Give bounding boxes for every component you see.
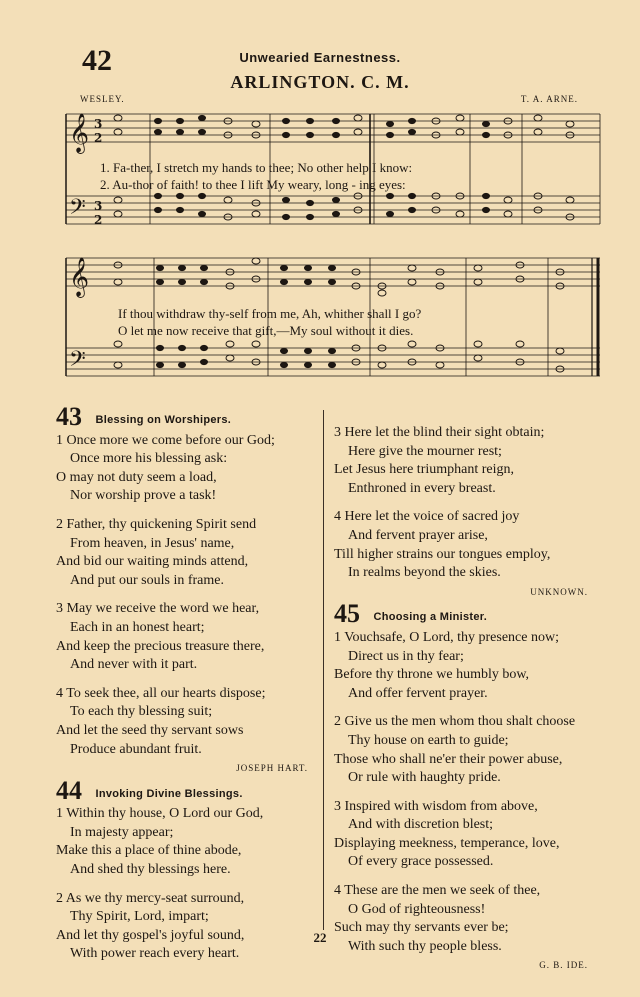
hymn-number: 45 [334,599,360,629]
hymn-number: 43 [56,402,82,431]
svg-text:2: 2 [94,131,103,145]
lyric-system1-verse1: 1. Fa-ther, I stretch my hands to thee; No other help I know: [100,160,413,175]
hymn-title: Choosing a Minister. [373,611,488,624]
verse-line: Here give the mourner rest; [348,443,502,459]
verse-line: 4 These are the men we seek of thee, [334,883,541,899]
notes-system1-treble [114,115,574,138]
hymn-number: 44 [56,775,82,805]
verse-line: And bid our waiting minds attend, [56,554,249,570]
verse-line: And let the seed thy servant sows [56,722,244,738]
verse-line: Direct us in thy fear; [348,648,464,664]
verse-line: To each thy blessing suit; [70,704,213,720]
verse-line: And with discretion blest; [348,817,494,833]
svg-text:3: 3 [94,199,103,213]
lyric-system2-verse1: If thou withdraw thy-self from me, Ah, whither shall I go? [118,306,422,321]
verse-line: And offer fervent prayer. [348,685,488,701]
svg-text:2: 2 [94,213,103,227]
stanza [334,508,604,582]
verse-line: And put our souls in frame. [70,572,224,588]
verse-line: Those who shall ne'er their power abuse, [334,751,563,767]
treble-clef-icon: 𝄞 [69,113,90,153]
hymn-43-heading [56,402,320,431]
verse-line: And keep the precious treasure there, [56,638,265,654]
hymn-title: Blessing on Worshipers. [95,414,232,426]
verse-line: 3 Inspired with wisdom from above, [334,798,538,814]
stanza [334,713,604,787]
verse-line: 1 Within thy house, O Lord our God, [56,806,264,822]
verse-line: With power reach every heart. [70,946,240,962]
verse-line: 1 Vouchsafe, O Lord, thy presence now; [334,629,559,645]
verse-line: With such thy people bless. [348,938,502,954]
verse-line: 2 Father, thy quickening Spirit send [56,516,257,532]
column-divider [323,410,324,930]
verse-line: Once more his blessing ask: [70,451,228,467]
verse-line: Of every grace possessed. [348,854,494,870]
verse-line: 2 Give us the men whom thou shalt choose [334,714,576,730]
verse-line: Nor worship prove a task! [70,488,217,504]
notes-system2-treble [114,258,564,296]
verse-line: Thy house on earth to guide; [348,732,509,748]
stanza [56,805,320,879]
stanza [56,432,320,506]
verse-line: 2 As we thy mercy-seat surround, [56,890,245,906]
hymn-author: WESLEY. [80,94,125,104]
verse-line: In majesty appear; [70,824,174,840]
verse-line: Each in an honest heart; [70,619,205,635]
verse-line: Such may thy servants ever be; [334,920,509,936]
verse-line: Till higher strains our tongues employ, [334,546,551,562]
svg-text:𝄞: 𝄞 [69,257,90,297]
stanza [334,629,604,703]
notes-system1-bass [114,193,574,220]
verse-line: Produce abundant fruit. [70,741,202,757]
verse-line: Enthroned in every breast. [348,480,496,496]
lyric-system2-verse2: O let me now receive that gift,—My soul without it dies. [118,323,414,338]
stanza [334,798,604,872]
verse-line: Displaying meekness, temperance, love, [334,835,560,851]
page-number-bottom: 22 [313,930,327,945]
verse-line: O God of righteousness! [348,901,486,917]
verse-line: And fervent prayer arise, [348,527,488,543]
page-number-top: 42 [82,44,112,77]
notes-system2-bass [114,341,564,372]
stanza [56,685,320,759]
stanza [334,424,604,498]
verse-line: O may not duty seem a load, [56,469,217,485]
verse-line: And never with it part. [70,657,198,673]
lyric-system1-verse2: 2. Au-thor of faith! to thee I lift My weary, long - ing eyes: [100,177,406,192]
verse-line: In realms beyond the skies. [348,565,501,581]
left-column [56,402,320,964]
verse-line: Let Jesus here triumphant reign, [334,462,515,478]
verse-line: And let thy gospel's joyful sound, [56,927,245,943]
verse-line: Before thy throne we humbly bow, [334,667,530,683]
hymn-credit: G. B. IDE. [539,960,588,971]
verse-line: Thy Spirit, Lord, impart; [70,909,209,925]
running-title: Unwearied Earnestness. [239,50,401,65]
right-column [334,424,604,975]
hymn-44-heading [56,775,320,805]
verse-line: 4 Here let the voice of sacred joy [334,509,520,525]
hymn-credit: UNKNOWN. [530,586,588,597]
stanza [56,890,320,964]
verse-line: 3 Here let the blind their sight obtain; [334,425,545,440]
bass-clef-icon: 𝄢 [69,195,86,225]
staff-system1-treble [66,114,600,142]
music-score [60,104,605,394]
verse-line: And shed thy blessings here. [70,862,231,878]
verse-line: 4 To seek thee, all our hearts dispose; [56,685,266,701]
verse-line: 3 May we receive the word we hear, [56,601,260,617]
hymn-title: Invoking Divine Blessings. [95,787,243,800]
verse-line: 1 Once more we come before our God; [56,432,275,448]
verse-line: Make this a place of thine abode, [56,843,242,859]
svg-text:3: 3 [94,117,103,131]
svg-text:𝄢: 𝄢 [69,347,86,377]
stanza [56,600,320,674]
hymn-45-heading [334,599,604,629]
hymn-composer: T. A. ARNE. [520,94,578,104]
stanza [56,516,320,590]
verse-line: From heaven, in Jesus' name, [70,535,235,551]
verse-line: Or rule with haughty pride. [348,770,501,786]
tune-title: ARLINGTON. C. M. [230,72,410,92]
hymn-credit: JOSEPH HART. [236,763,308,774]
